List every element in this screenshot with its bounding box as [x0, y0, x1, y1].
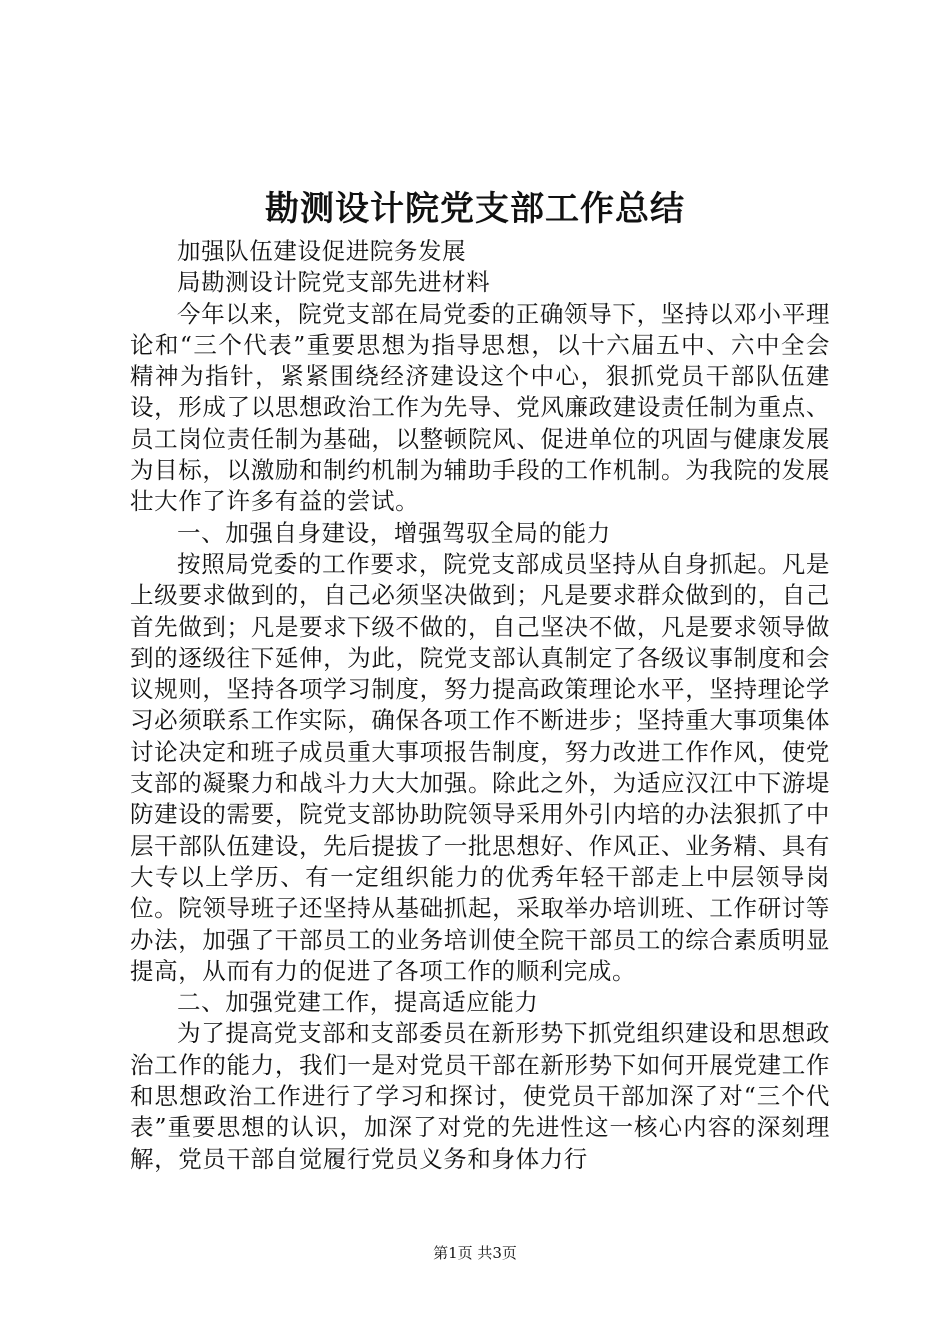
page-number-footer: 第1页 共3页 [433, 1244, 517, 1262]
section-2-paragraph: 为了提高党支部和支部委员在新形势下抓党组织建设和思想政治工作的能力，我们一是对党员干部在新形势下如何开展党建工作和思想政治工作进行了学习和探讨，使党员干部加深了对“三个代表”重要思想的认识，加深了对党的先进性这一核心内容的深刻理解，党员干部自觉履行党员义务和身体力行 [130, 1019, 830, 1173]
section-heading-1: 一、加强自身建设，增强驾驭全局的能力 [177, 518, 611, 547]
subtitle-line-2: 局勘测设计院党支部先进材料 [177, 268, 491, 297]
document-title: 勘测设计院党支部工作总结 [265, 189, 685, 229]
section-heading-2: 二、加强党建工作，提高适应能力 [177, 988, 539, 1017]
section-1-paragraph: 按照局党委的工作要求，院党支部成员坚持从自身抓起。凡是上级要求做到的，自己必须坚决做到；凡是要求群众做到的，自己首先做到；凡是要求下级不做的，自己坚决不做，凡是要求领导做到的逐级往下延伸，为此，院党支部认真制定了各级议事制度和会议规则，坚持各项学习制度，努力提高政策理论水平，坚持理论学习必须联系工作实际，确保各项工作不断进步；坚持重大事项集体讨论决定和班子成员重大事项报告制度，努力改进工作作风，使党支部的凝聚力和战斗力大大加强。除此之外，为适应汉江中下游堤防建设的需要，院党支部协助院领导采用外引内培的办法狠抓了中层干部队伍建设，先后提拔了一批思想好、作风正、业务精、具有大专以上学历、有一定组织能力的优秀年轻干部走上中层领导岗位。院领导班子还坚持从基础抓起，采取举办培训班、工作研讨等办法，加强了干部员工的业务培训使全院干部员工的综合素质明显提高，从而有力的促进了各项工作的顺利完成。 [130, 549, 830, 985]
document-body [130, 236, 830, 1175]
subtitle-line-1: 加强队伍建设促进院务发展 [177, 237, 467, 265]
intro-paragraph: 今年以来，院党支部在局党委的正确领导下，坚持以邓小平理论和“三个代表”重要思想为指导思想，以十六届五中、六中全会精神为指针，紧紧围绕经济建设这个中心，狠抓党员干部队伍建设，形成了以思想政治工作为先导、党风廉政建设责任制为重点、员工岗位责任制为基础，以整顿院风、促进单位的巩固与健康发展为目标，以激励和制约机制为辅助手段的工作机制。为我院的发展壮大作了许多有益的尝试。 [130, 299, 830, 516]
